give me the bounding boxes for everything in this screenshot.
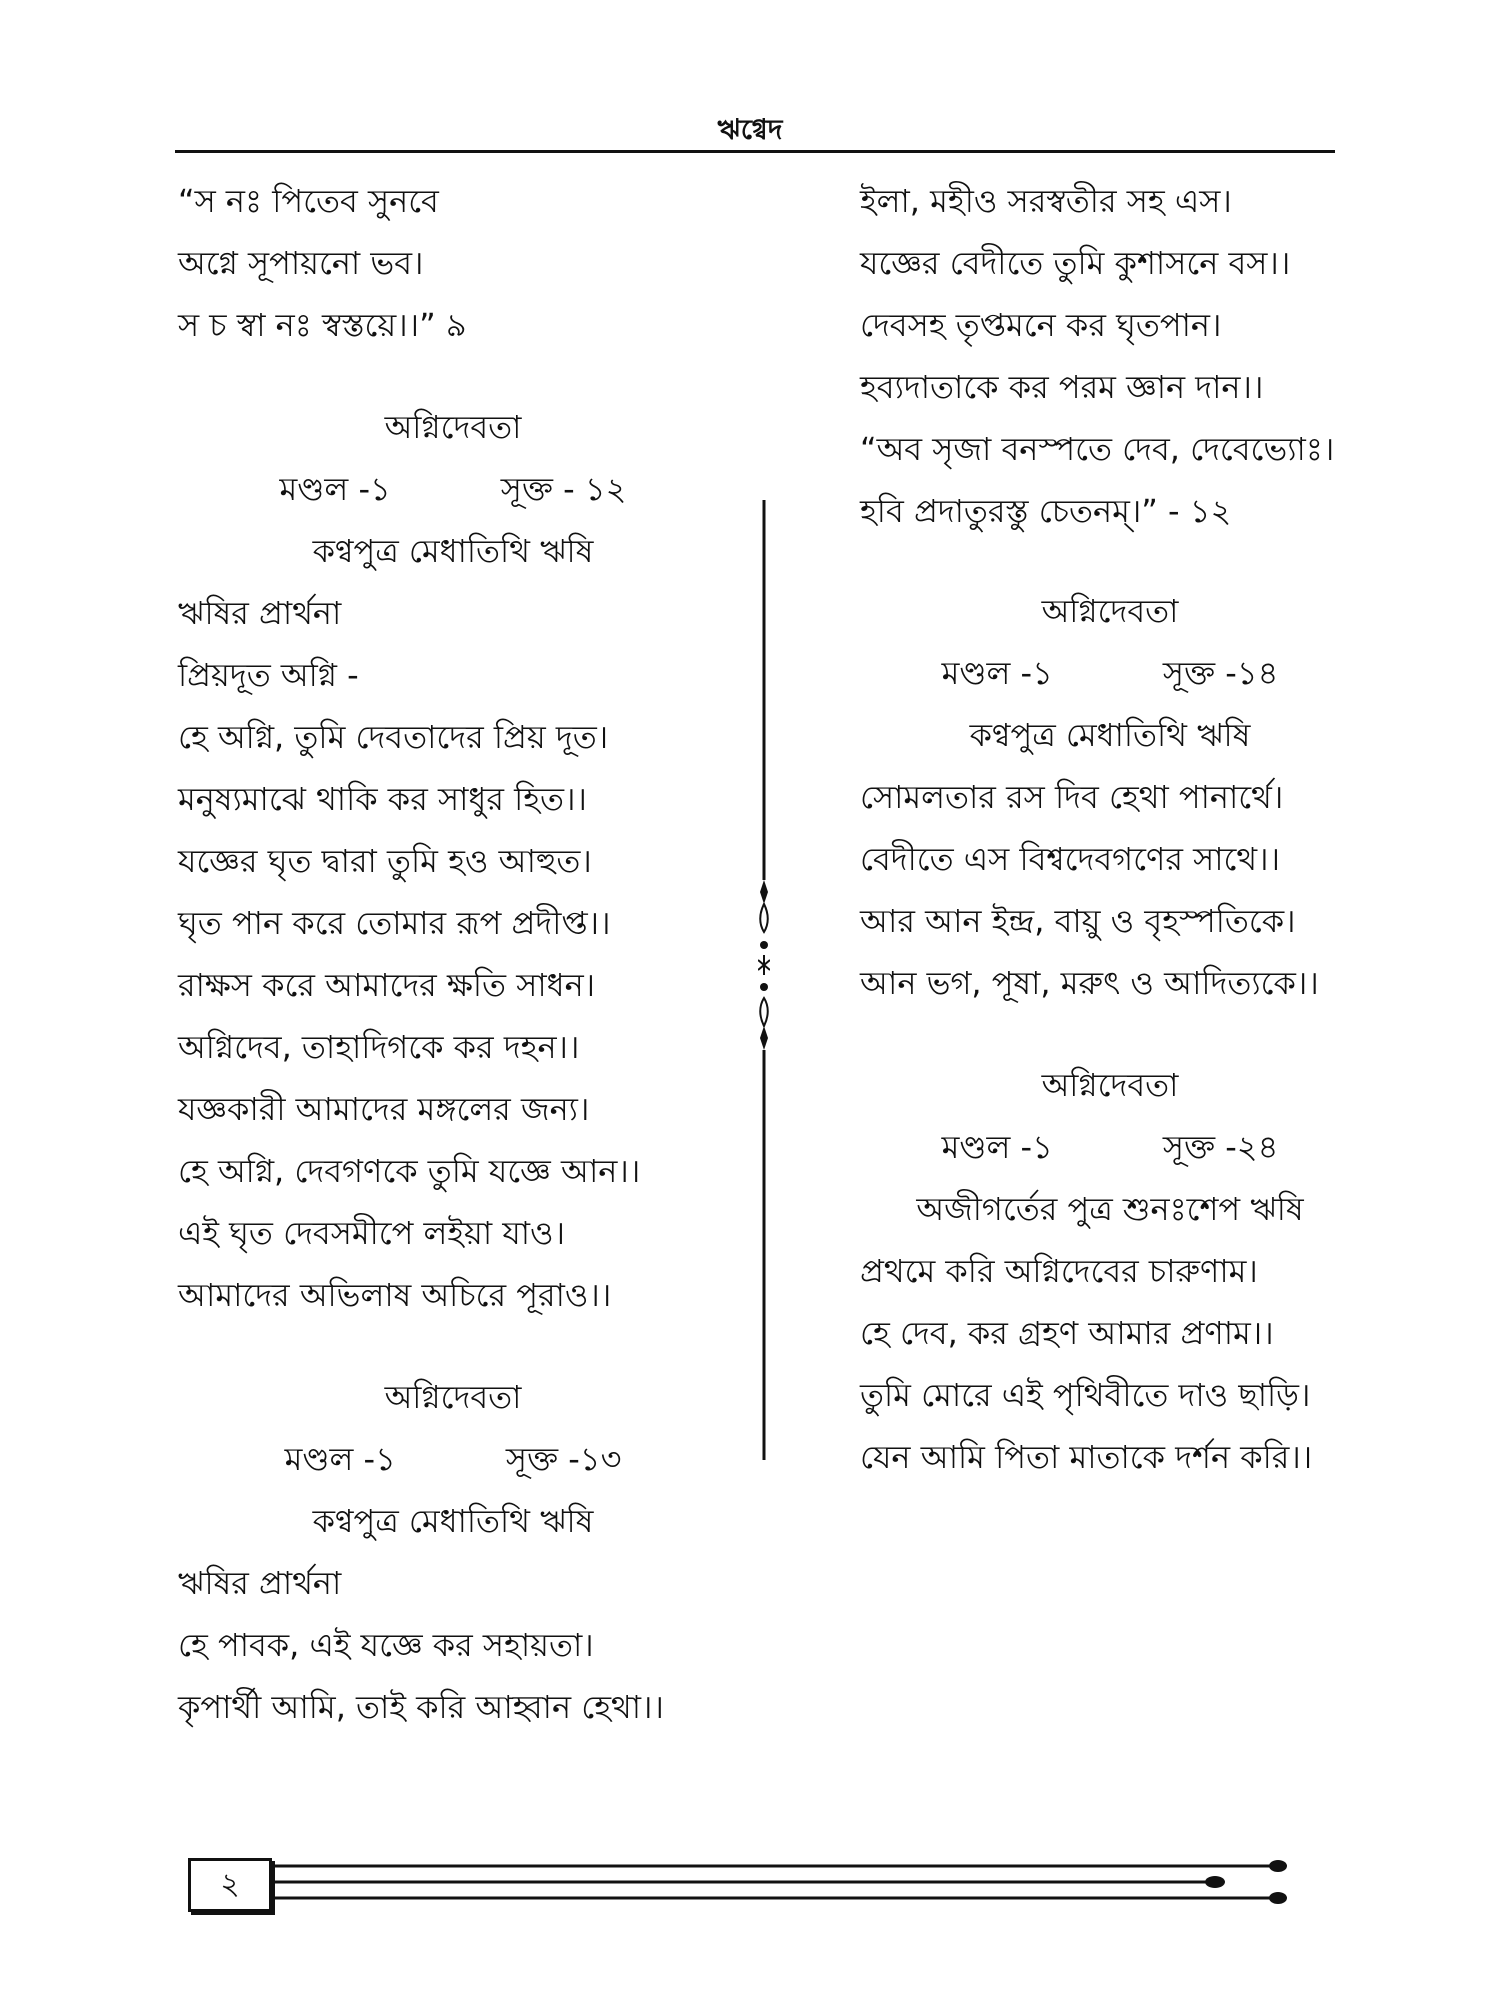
verse-line: দেবসহ তৃপ্তমনে কর ঘৃতপান। (860, 306, 1222, 344)
verse-line: “স নঃ পিতেব সুনবে (178, 182, 439, 220)
verse-line: যেন আমি পিতা মাতাকে দর্শন করি।। (860, 1438, 1313, 1476)
verse-line: বেদীতে এস বিশ্বদেবগণের সাথে।। (860, 840, 1281, 878)
deity-heading: অগ্নিদেবতা (1041, 1066, 1179, 1104)
deity-heading: অগ্নিদেবতা (1041, 592, 1179, 630)
verse-line: অগ্নিদেব, তাহাদিগকে কর দহন।। (178, 1028, 580, 1066)
verse-line: যজ্ঞকারী আমাদের মঙ্গলের জন্য। (178, 1090, 590, 1128)
right-column (860, 170, 1360, 1488)
verse-line: মনুষ্যমাঝে থাকি কর সাধুর হিত।। (178, 780, 587, 818)
sukta-label: সূক্ত -১৪ (1162, 654, 1279, 692)
verse-line: ঋষির প্রার্থনা (178, 594, 342, 632)
hymn-section-sukta-13 (178, 1366, 748, 1738)
mandala-sukta-row (178, 458, 728, 520)
hymn-section-sukta-14 (860, 580, 1360, 1014)
footer-ornament-lines (270, 1852, 1290, 1912)
verse-line: হে পাবক, এই যজ্ঞে কর সহায়তা। (178, 1626, 594, 1664)
mandala-label: মণ্ডল -১ (284, 1440, 396, 1478)
rishi-heading: কণ্বপুত্র মেধাতিথি ঋষি (969, 716, 1251, 754)
mandala-sukta-row (178, 1428, 728, 1490)
deity-heading: অগ্নিদেবতা (384, 1378, 522, 1416)
verse-line: সোমলতার রস দিব হেথা পানার্থে। (860, 778, 1284, 816)
left-intro-verse (178, 170, 748, 356)
verse-line: হে দেব, কর গ্রহণ আমার প্রণাম।। (860, 1314, 1274, 1352)
running-header: ঋগ্বেদ (717, 113, 783, 146)
verse-line: ঘৃত পান করে তোমার রূপ প্রদীপ্ত।। (178, 904, 611, 942)
verse-line: রাক্ষস করে আমাদের ক্ষতি সাধন। (178, 966, 596, 1004)
verse-line: প্রিয়দূত অগ্নি - (178, 656, 359, 694)
verse-line: আন ভগ, পূষা, মরুৎ ও আদিত্যকে।। (860, 964, 1319, 1002)
mandala-sukta-row (860, 642, 1360, 704)
hymn-section-sukta-12 (178, 396, 748, 1326)
page-number: ২ (188, 1858, 272, 1912)
left-column (178, 170, 748, 1738)
verse-line: আর আন ইন্দ্র, বায়ু ও বৃহস্পতিকে। (860, 902, 1296, 940)
verse-line: হবি প্রদাতুরস্তু চেতনম্।” - ১২ (860, 492, 1232, 530)
verse-line: কৃপার্থী আমি, তাই করি আহ্বান হেথা।। (178, 1688, 664, 1726)
verse-line: হব্যদাতাকে কর পরম জ্ঞান দান।। (860, 368, 1264, 406)
rishi-heading: অজীগর্তের পুত্র শুনঃশেপ ঋষি (916, 1190, 1304, 1228)
rishi-heading: কণ্বপুত্র মেধাতিথি ঋষি (312, 1502, 594, 1540)
verse-line: অগ্নে সূপায়নো ভব। (178, 244, 424, 282)
verse-line: ইলা, মহীও সরস্বতীর সহ এস। (860, 182, 1232, 220)
mandala-label: মণ্ডল -১ (941, 654, 1053, 692)
hymn-section-sukta-24 (860, 1054, 1360, 1488)
verse-line: ঋষির প্রার্থনা (178, 1564, 342, 1602)
mandala-label: মণ্ডল -১ (279, 470, 391, 508)
header-rule (175, 150, 1335, 153)
verse-line: যজ্ঞের ঘৃত দ্বারা তুমি হও আহুত। (178, 842, 592, 880)
verse-line: স চ স্বা নঃ স্বস্তয়ে।।” ৯ (178, 306, 467, 344)
sukta-label: সূক্ত -২৪ (1162, 1128, 1279, 1166)
mandala-label: মণ্ডল -১ (941, 1128, 1053, 1166)
rishi-heading: কণ্বপুত্র মেধাতিথি ঋষি (312, 532, 594, 570)
verse-line: তুমি মোরে এই পৃথিবীতে দাও ছাড়ি। (860, 1376, 1311, 1414)
verse-line: আমাদের অভিলাষ অচিরে পূরাও।। (178, 1276, 612, 1314)
mandala-sukta-row (860, 1116, 1360, 1178)
verse-line: “অব সৃজা বনস্পতে দেব, দেবেভ্যোঃ। (860, 430, 1335, 468)
sukta-label: সূক্ত -১৩ (505, 1440, 622, 1478)
right-intro-verse (860, 170, 1360, 542)
verse-line: হে অগ্নি, তুমি দেবতাদের প্রিয় দূত। (178, 718, 609, 756)
verse-line: হে অগ্নি, দেবগণকে তুমি যজ্ঞে আন।। (178, 1152, 641, 1190)
verse-line: এই ঘৃত দেবসমীপে লইয়া যাও। (178, 1214, 566, 1252)
verse-line: যজ্ঞের বেদীতে তুমি কুশাসনে বস।। (860, 244, 1291, 282)
column-divider-ornament (758, 500, 770, 1460)
sukta-label: সূক্ত - ১২ (500, 470, 627, 508)
deity-heading: অগ্নিদেবতা (384, 408, 522, 446)
verse-line: প্রথমে করি অগ্নিদেবের চারুণাম। (860, 1252, 1258, 1290)
